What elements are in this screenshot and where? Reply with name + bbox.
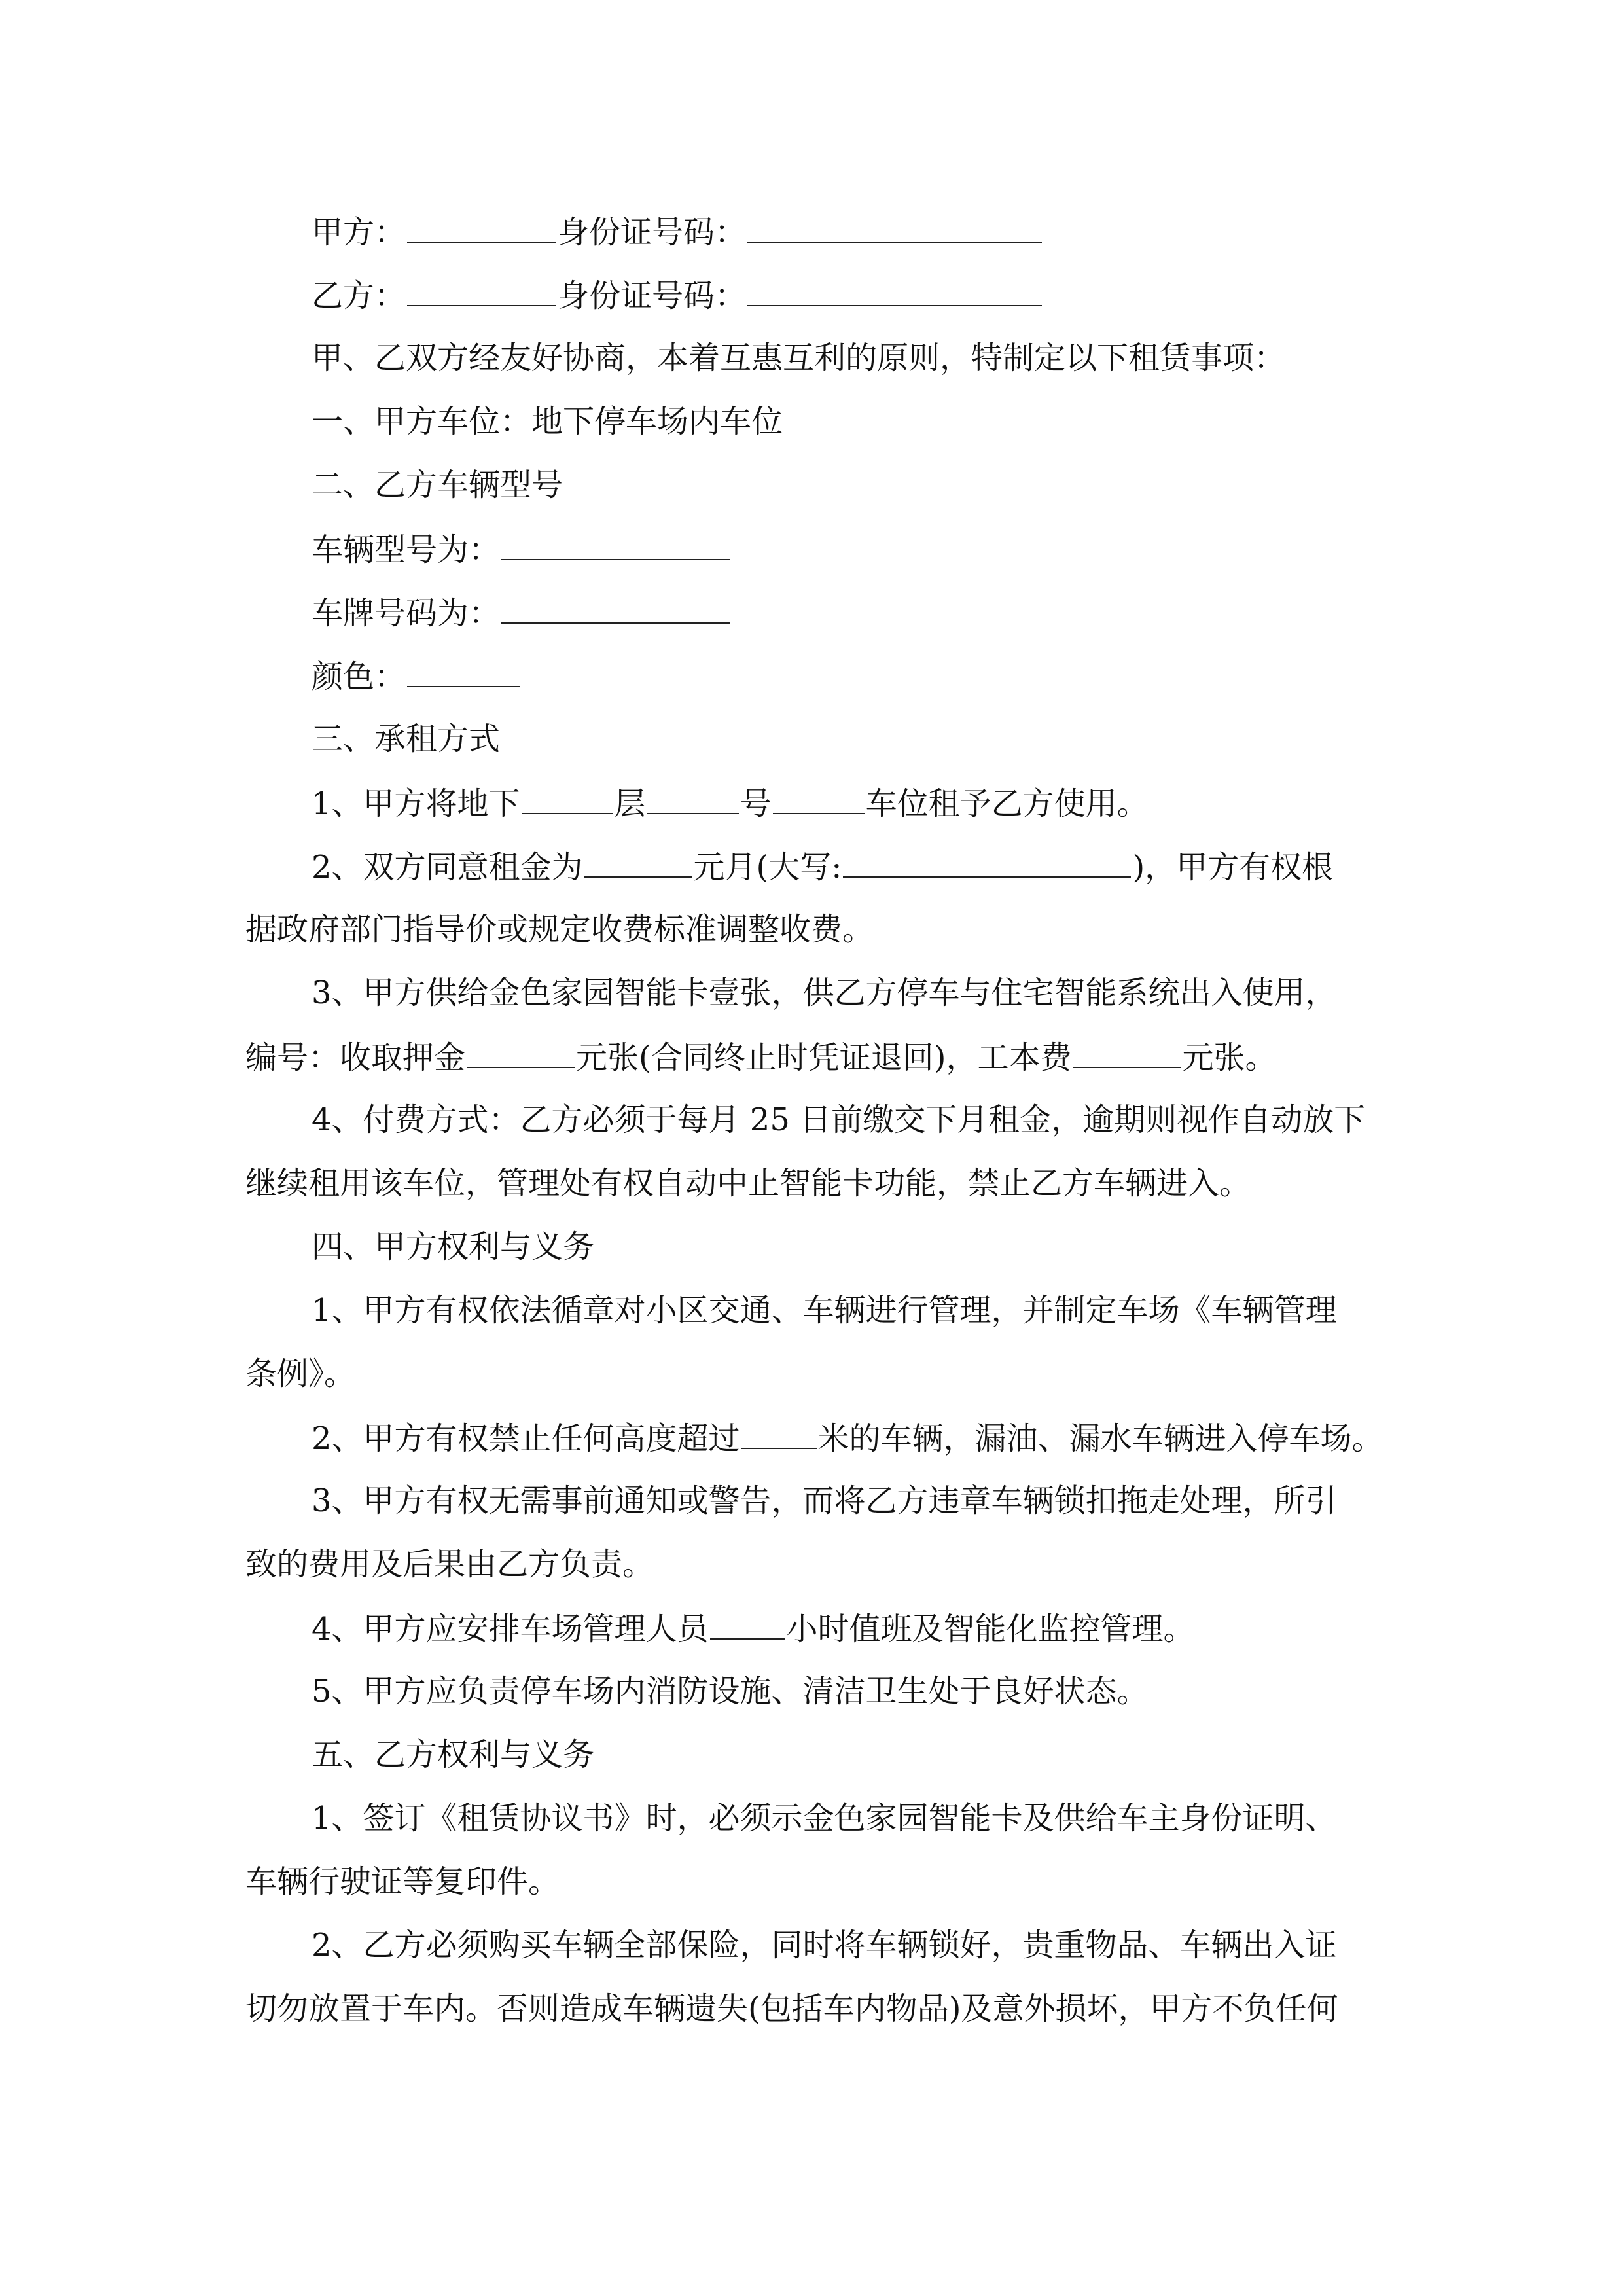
- card-fee-blank[interactable]: [1073, 1037, 1181, 1068]
- color-blank[interactable]: [407, 656, 520, 687]
- clause-3-3-line-1: 3、甲方供给金色家园智能卡壹张，供乙方停车与住宅智能系统出入使用，: [312, 975, 1337, 1011]
- plate-number-line: 车牌号码为：: [312, 592, 732, 633]
- section-1-heading: 一、甲方车位：地下停车场内车位: [312, 403, 783, 440]
- rent-uppercase-blank[interactable]: [843, 846, 1131, 878]
- party-b-line: 乙方： 身份证号码：: [312, 275, 1043, 315]
- clause-5-1-line-2: 车辆行驶证等复印件。: [245, 1863, 560, 1900]
- floor-blank[interactable]: [522, 783, 613, 814]
- deposit-blank[interactable]: [467, 1037, 575, 1068]
- plate-number-blank[interactable]: [501, 592, 730, 624]
- intro-paragraph: 甲、乙双方经友好协商，本着互惠互利的原则，特制定以下租赁事项：: [312, 340, 1286, 376]
- party-a-id-blank[interactable]: [747, 211, 1042, 243]
- section-5-heading: 五、乙方权利与义务: [312, 1736, 595, 1773]
- clause-4-4: 4、甲方应安排车场管理人员 小时值班及智能化监控管理。: [312, 1608, 1195, 1649]
- duty-hours-blank[interactable]: [710, 1608, 785, 1640]
- color-line: 颜色：: [312, 656, 521, 696]
- clause-3-3-line-2: 编号：收取押金 元张(合同终止时凭证退回)，工本费 元张。: [245, 1037, 1277, 1077]
- party-b-id-blank[interactable]: [747, 275, 1042, 306]
- clause-4-2: 2、甲方有权禁止任何高度超过 米的车辆，漏油、漏水车辆进入停车场。: [312, 1418, 1383, 1458]
- clause-3-2-line-1: 2、双方同意租金为 元月(大写: )，甲方有权根: [312, 846, 1333, 887]
- clause-5-1-line-1: 1、签订《租赁协议书》时，必须示金色家园智能卡及供给车主身份证明、: [312, 1800, 1337, 1837]
- party-b-name-blank[interactable]: [407, 275, 556, 306]
- vehicle-model-line: 车辆型号为：: [312, 529, 732, 569]
- clause-4-1-line-1: 1、甲方有权依法循章对小区交通、车辆进行管理，并制定车场《车辆管理: [312, 1292, 1337, 1329]
- section-4-heading: 四、甲方权利与义务: [312, 1229, 595, 1265]
- space-blank[interactable]: [773, 783, 865, 814]
- rent-amount-blank[interactable]: [584, 846, 692, 878]
- section-2-heading: 二、乙方车辆型号: [312, 467, 563, 503]
- clause-3-1: 1、甲方将地下 层 号 车位租予乙方使用。: [312, 783, 1149, 823]
- clause-5-2-line-1: 2、乙方必须购买车辆全部保险，同时将车辆锁好，贵重物品、车辆出入证: [312, 1927, 1337, 1964]
- clause-3-4-line-2: 继续租用该车位，管理处有权自动中止智能卡功能，禁止乙方车辆进入。: [245, 1165, 1251, 1202]
- section-3-heading: 三、承租方式: [312, 721, 501, 757]
- number-blank[interactable]: [647, 783, 739, 814]
- clause-4-1-line-2: 条例》。: [245, 1355, 356, 1392]
- height-limit-blank[interactable]: [741, 1418, 817, 1449]
- clause-4-3-line-1: 3、甲方有权无需事前通知或警告，而将乙方违章车辆锁扣拖走处理，所引: [312, 1482, 1337, 1519]
- clause-3-4-line-1: 4、付费方式：乙方必须于每月 25 日前缴交下月租金，逾期则视作自动放下: [312, 1102, 1366, 1138]
- clause-4-3-line-2: 致的费用及后果由乙方负责。: [245, 1546, 654, 1583]
- party-a-line: 甲方： 身份证号码：: [312, 211, 1043, 252]
- clause-5-2-line-2: 切勿放置于车内。否则造成车辆遗失(包括车内物品)及意外损坏，甲方不负任何: [245, 1990, 1338, 2027]
- party-a-name-blank[interactable]: [407, 211, 556, 243]
- vehicle-model-blank[interactable]: [501, 529, 730, 560]
- clause-3-2-line-2: 据政府部门指导价或规定收费标准调整收费。: [245, 911, 874, 948]
- clause-4-5: 5、甲方应负责停车场内消防设施、清洁卫生处于良好状态。: [312, 1673, 1149, 1710]
